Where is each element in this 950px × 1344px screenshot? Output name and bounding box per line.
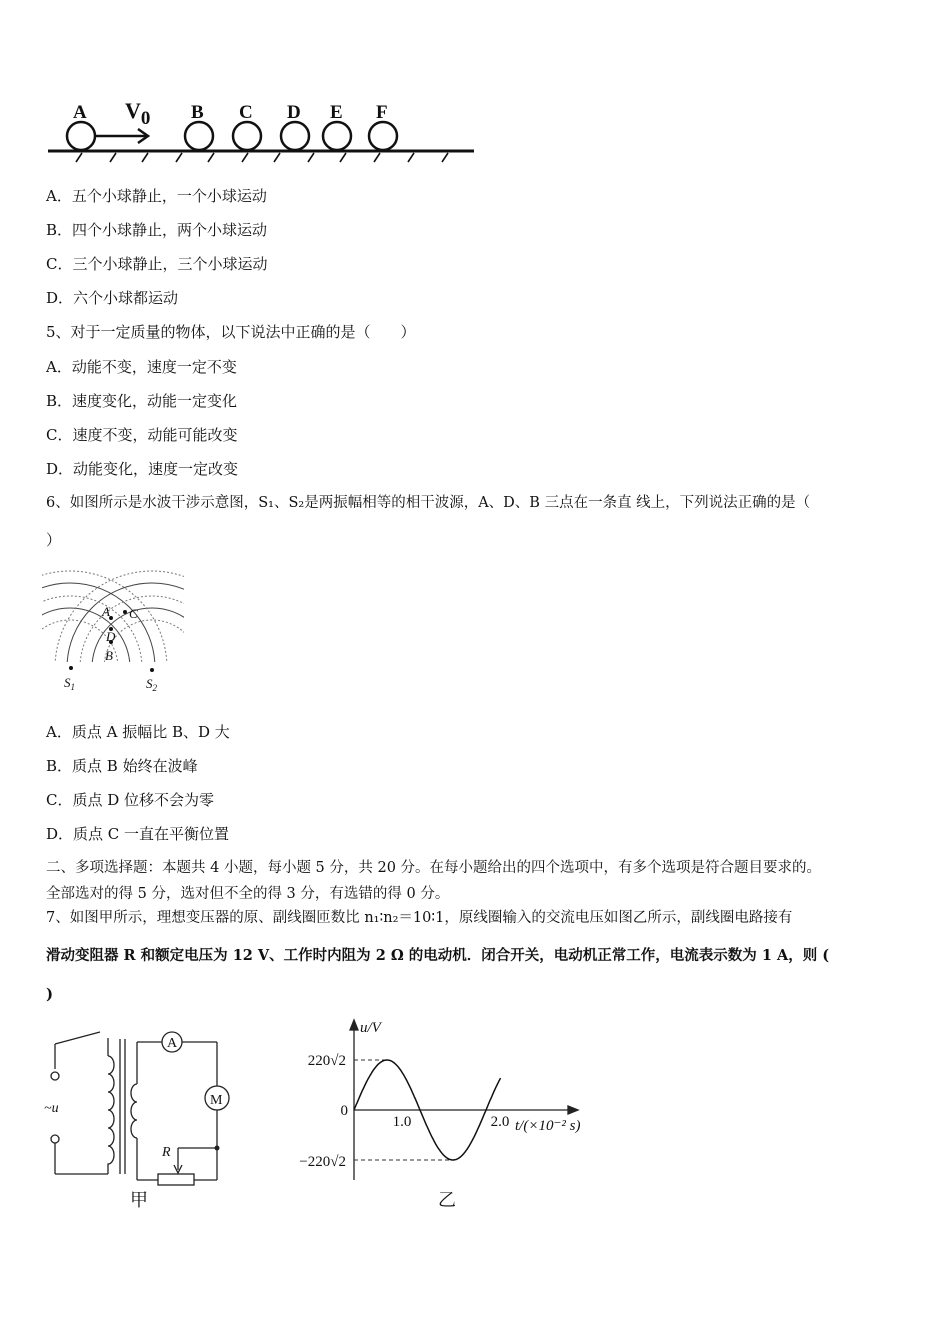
ammeter-label: A [167, 1036, 178, 1051]
s1-crest-1 [40, 608, 130, 698]
terminal-bottom [51, 1135, 59, 1143]
q5-option-c: C．速度不变，动能可能改变 [46, 426, 238, 444]
wave-interference-figure [40, 558, 190, 698]
ball-a [67, 122, 95, 150]
source-label: ~u [44, 1101, 59, 1116]
y-tick-zero: 0 [340, 1103, 348, 1119]
q5-option-a: A．动能不变，速度一定不变 [46, 358, 237, 376]
label-a: A [102, 604, 110, 619]
source-s1 [69, 666, 73, 670]
velocity-label: V0 [125, 98, 151, 129]
q6-stem-line1: 6、如图所示是水波干涉示意图，S₁、S₂是两振幅相等的相干波源，A、D、B 三点在一条直 线上，下列说法正确的是（ [46, 495, 811, 511]
label-s2: $S_2$ [146, 676, 157, 693]
q4-option-a: A．五个小球静止，一个小球运动 [46, 187, 267, 205]
q4-option-b: B．四个小球静止，两个小球运动 [46, 221, 268, 239]
ball-label-b: B [191, 102, 204, 123]
s2-crest-2 [67, 583, 190, 698]
rheostat-symbol [158, 1174, 194, 1185]
q7-line1: 7、如图甲所示，理想变压器的原、副线圈匝数比 n₁∶n₂＝10∶1，原线圈输入的交流电压如图乙所示，副线圈电路接有 [46, 910, 793, 926]
q6-option-d: D．质点 C 一直在平衡位置 [46, 825, 230, 843]
q7-line2: 滑动变阻器 R 和额定电压为 12 V、工作时内阻为 2 Ω 的电动机．闭合开关，电动机正常工作，电流表示数为 1 A，则 ( [46, 947, 830, 964]
source-s2 [150, 668, 154, 672]
ball-label-d: D [287, 102, 301, 123]
ball-label-a: A [73, 102, 87, 123]
q6-option-b: B．质点 B 始终在波峰 [46, 757, 198, 775]
ball-d [281, 122, 309, 150]
q5-stem: 5、对于一定质量的物体，以下说法中正确的是（ ） [46, 323, 416, 341]
primary-switch [55, 1032, 100, 1044]
ball-label-f: F [376, 102, 388, 123]
label-c: C [129, 606, 138, 621]
q6-option-a: A．质点 A 振幅比 B、D 大 [46, 723, 230, 741]
label-b: B [105, 648, 113, 663]
label-s1: $S_1$ [64, 675, 75, 692]
resistor-label: R [162, 1145, 171, 1160]
velocity-arrow-icon [95, 129, 148, 143]
ground-hatching [76, 153, 448, 162]
q6-stem-line2: ） [46, 531, 62, 549]
point-c [123, 610, 127, 614]
secondary-coil [131, 1084, 137, 1138]
section2-line1: 二、多项选择题：本题共 4 小题，每小题 5 分，共 20 分。在每小题给出的四个选项中，有多个选项是符合题目要求的。 [46, 860, 822, 876]
q7-line3: ) [46, 985, 54, 1003]
ball-label-c: C [239, 102, 253, 123]
x-tick-2: 2.0 [490, 1114, 510, 1130]
s1-crest-2 [40, 583, 155, 698]
terminal-top [51, 1072, 59, 1080]
label-d: D [106, 629, 116, 644]
balls-figure [44, 96, 484, 166]
primary-coil [108, 1056, 114, 1174]
s2-trough-3 [55, 571, 190, 698]
x-axis-arrow-icon [568, 1106, 578, 1114]
section2-line2: 全部选对的得 5 分，选对但不全的得 3 分，有选错的得 0 分。 [46, 886, 450, 902]
y-tick-bottom: −220√2 [299, 1154, 346, 1170]
ball-e [323, 122, 351, 150]
ball-b [185, 122, 213, 150]
ball-f [369, 122, 397, 150]
chart-caption: 乙 [438, 1190, 456, 1210]
ball-label-e: E [330, 102, 343, 123]
y-axis-arrow-icon [350, 1020, 358, 1030]
x-axis-label: t/(×10⁻² s) [515, 1118, 581, 1134]
circuit-caption: 甲 [130, 1190, 148, 1210]
q5-option-d: D．动能变化，速度一定改变 [46, 460, 239, 478]
ball-c [233, 122, 261, 150]
voltage-chart [270, 1010, 620, 1220]
q6-option-c: C．质点 D 位移不会为零 [46, 791, 215, 809]
x-tick-1: 1.0 [392, 1114, 412, 1130]
transformer-circuit-figure [40, 1024, 250, 1219]
y-axis-label: u/V [360, 1020, 381, 1036]
y-tick-top: 220√2 [307, 1053, 346, 1069]
q4-option-d: D．六个小球都运动 [46, 289, 179, 307]
q5-option-b: B．速度变化，动能一定变化 [46, 392, 238, 410]
motor-label: M [210, 1093, 223, 1108]
q4-option-c: C．三个小球静止，三个小球运动 [46, 255, 268, 273]
